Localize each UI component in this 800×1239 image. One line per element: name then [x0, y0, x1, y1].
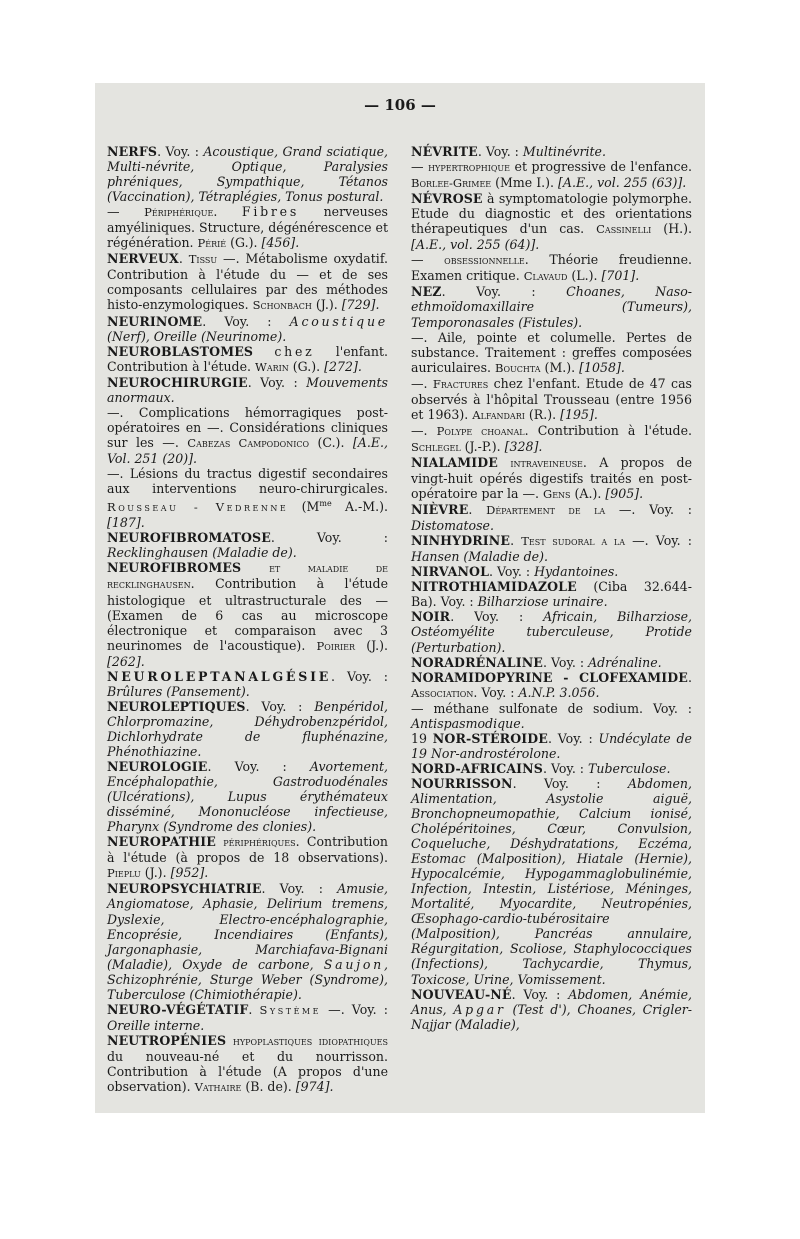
index-entry	[107, 560, 388, 668]
entry-text: Recklinghausen (Maladie de).	[107, 545, 297, 561]
entry-text: Undécylate de 19 Nor-androstérolone.	[411, 730, 692, 761]
entry-text: NIÈVRE	[411, 502, 469, 518]
entry-text: (J.).	[311, 297, 342, 313]
entry-text: Amusie, Angiomatose, Aphasie, Delirium tremens, Dyslexie, Electro-encéphalographie, Encoprésie, Incendiaires (Enfants), Jargonaphasie, Marchiafava-Bignani (Maladie), Oxyde de carbone,	[107, 881, 388, 972]
entry-text: . Voy. :	[331, 668, 388, 684]
entry-text: du nouveau-né et du nourrisson. Contribution à l'étude (A propos d'une observation).	[107, 1048, 388, 1095]
entry-text: NORADRÉNALINE	[411, 654, 543, 670]
entry-text: Oreille interne.	[107, 1017, 205, 1033]
entry-text: Alfandari	[472, 407, 525, 422]
entry-text: Tuberculose.	[588, 760, 671, 776]
entry-text: Distomatose.	[411, 518, 494, 534]
entry-text: (G.).	[288, 358, 325, 374]
index-entry	[411, 191, 692, 252]
index-entry	[411, 252, 692, 284]
entry-text: .	[468, 502, 487, 518]
entry-text: (L.).	[567, 268, 602, 284]
index-entry	[411, 159, 692, 191]
index-entry	[411, 284, 692, 329]
entry-text: . Voy. :	[270, 530, 388, 546]
entry-text	[226, 1033, 233, 1048]
entry-text: Abdomen, Anémie, Anus,	[411, 986, 692, 1017]
entry-text: chez	[274, 343, 315, 359]
entry-text: —. Lésions du tractus digestif secondaires aux interventions neuro-chirurgicales.	[107, 465, 388, 497]
entry-text: me	[319, 499, 332, 509]
entry-text: Apgar	[453, 1001, 506, 1017]
entry-text: Adrénaline.	[588, 654, 662, 670]
entry-text: Hansen (Maladie de).	[411, 549, 548, 565]
index-entry	[411, 579, 692, 609]
entry-text: (Ciba 32.644-Ba). Voy. :	[411, 579, 692, 610]
entry-text: [262].	[107, 653, 145, 669]
index-entry	[411, 330, 692, 376]
index-entry	[411, 670, 692, 701]
entry-text: . Voy. :	[450, 609, 544, 625]
entry-text: Saujon	[323, 956, 384, 972]
entry-text: Mouvements anormaux.	[107, 374, 388, 405]
index-entry	[107, 1002, 388, 1033]
entry-text: —. Voy. :	[625, 533, 692, 549]
entry-text: l'enfant. Contribution à l'étude.	[107, 343, 388, 374]
entry-text: .	[510, 533, 522, 549]
entry-text: . Voy. :	[543, 654, 589, 670]
index-entry	[107, 251, 388, 313]
entry-text: NIALAMIDE	[411, 454, 498, 470]
index-entry	[107, 375, 388, 405]
entry-text: hypoplastiques idiopathiques	[232, 1033, 388, 1048]
entry-text: chez l'enfant. Etude de 47 cas observés à l'hôpital Trousseau (entre 1956 et 1963).	[411, 375, 692, 422]
entry-text: [A.E., vol. 255 (63)].	[558, 175, 687, 191]
entry-text: . Théorie freudienne. Examen critique.	[411, 252, 692, 284]
entry-text: NORD-AFRICAINS	[411, 760, 543, 776]
index-entry	[411, 609, 692, 654]
entry-text: . Voy. :	[441, 284, 567, 300]
entry-text	[498, 455, 510, 470]
entry-text: Test sudoral a la	[521, 534, 626, 549]
index-entry	[411, 761, 692, 776]
entry-text: —. Voy. :	[321, 1001, 388, 1017]
entry-text: NOURRISSON	[411, 775, 513, 791]
entry-text: intraveineuse	[510, 455, 583, 470]
index-entry	[107, 834, 388, 881]
entry-text: . Voy. :	[473, 684, 519, 700]
index-entry	[411, 144, 692, 159]
entry-text: —. Métabolisme oxydatif. Contribution à l'étude du — et de ses composants cellulaires par des méthodes histo-enzymologiques.	[107, 251, 389, 313]
entry-text: —.	[411, 422, 437, 438]
index-entry	[411, 655, 692, 670]
index-entry	[411, 502, 692, 533]
entry-text	[241, 560, 269, 575]
entry-text: (R.).	[524, 406, 561, 422]
entry-text: Bilharziose urinaire.	[477, 594, 608, 610]
entry-text: 19	[411, 730, 433, 746]
entry-text: . Contribution à l'étude (à propos de 18 observations).	[107, 834, 388, 866]
index-entry	[107, 466, 388, 530]
entry-text: [456].	[261, 235, 300, 251]
index-entry	[411, 533, 692, 564]
index-entry	[411, 376, 692, 423]
entry-text: NÉVRITE	[411, 144, 478, 159]
entry-text: (A.).	[570, 486, 606, 502]
left-column	[107, 144, 388, 1095]
entry-text: —	[411, 159, 429, 175]
entry-text: NEUROFIBROMES	[107, 560, 242, 576]
entry-text: —. Aile, pointe et columelle. Pertes de substance. Traitement : greffes composées auriculaires.	[411, 329, 692, 375]
index-entry	[107, 699, 388, 759]
entry-text: [187].	[107, 515, 145, 531]
entry-text: NITROTHIAMIDAZOLE	[411, 579, 577, 595]
entry-text: Département de la	[486, 503, 606, 518]
entry-text: Acoustique	[289, 313, 388, 329]
index-entry	[411, 455, 692, 502]
entry-text: . Voy. :	[202, 313, 290, 329]
entry-text: Vathaire	[194, 1080, 242, 1095]
entry-text: [328].	[504, 438, 543, 454]
entry-text: (B. de).	[241, 1079, 296, 1095]
entry-text: (Test d'), Choanes, Crigler-Najjar (Maladie),	[411, 1001, 692, 1032]
entry-text: Fibres	[241, 204, 300, 220]
entry-text: et progressive de l'enfance.	[510, 159, 692, 175]
entry-text: Multinévrite.	[522, 144, 606, 159]
entry-text: Polype choanal	[436, 423, 525, 438]
entry-text: Périé	[197, 236, 227, 251]
entry-text: NOIR	[411, 609, 451, 625]
entry-text: périphériques	[223, 835, 296, 850]
entry-text: NERVEUX	[107, 251, 179, 267]
index-entry	[411, 564, 692, 579]
entry-text: NEUROPATHIE	[107, 834, 216, 850]
index-entry	[411, 987, 692, 1032]
entry-text: Schonbach	[252, 298, 312, 313]
entry-text: . Voy. :	[245, 698, 315, 714]
entry-text: . Contribution à l'étude.	[524, 422, 692, 438]
entry-text: (M.).	[540, 359, 580, 375]
entry-text: . Voy. :	[489, 564, 535, 580]
index-entry	[107, 344, 388, 375]
entry-text: NEUROLEPTIQUES	[107, 698, 246, 714]
entry-text: Warin	[255, 359, 289, 374]
entry-text: NEUTROPÉNIES	[107, 1032, 227, 1048]
entry-text: Abdomen, Alimentation, Asystolie aiguë, Bronchopneumopathie, Calcium ionisé, Cholépéritoines, Cœur, Convulsion, Coqueluche, Déshydratations, Eczéma, Estomac (Malposition), Hiatale (Hernie), Hypocalcémie, Hypogammaglobulinémie, Infection, Intestin, Listériose, Méninges, Mortalité, Myocardite, Neutropénies, Œsophago-cardio-tubérositaire (Malposition), Pancréas annulaire, Régurgitation, Scoliose, Staphylococciques (Infections), Tachycardie, Thymus, Toxicose, Urine, Vomissement.	[411, 775, 692, 987]
entry-text: [952].	[170, 865, 209, 881]
entry-text: Avortement, Encéphalopathie, Gastroduodénales (Ulcérations), Lupus érythémateux disséminé, Mononucléose infectieuse, Pharynx (Syndrome des clonies).	[107, 759, 388, 835]
index-entry	[107, 1033, 388, 1095]
entry-text: NEURINOME	[107, 313, 203, 329]
entry-text: . Voy. :	[511, 986, 569, 1002]
index-entry	[411, 423, 692, 455]
entry-text: Choanes, Naso-ethmoïdomaxillaire (Tumeurs), Temporonasales (Fistules).	[411, 284, 692, 330]
entry-text: . Voy. :	[542, 760, 589, 776]
entry-text: [A.E., vol. 255 (64)].	[411, 237, 540, 253]
right-column	[411, 144, 692, 1032]
entry-text: NOR-STÉROIDE	[432, 730, 548, 746]
entry-text: Borlee-Grimee	[411, 176, 492, 191]
index-entry	[107, 881, 388, 1001]
index-entry	[107, 530, 388, 560]
entry-text: . Contribution à l'étude histologique et ultrastructurale des — (Examen de 6 cas au microscope électronique et comparaison avec 3 neurinomes de l'acoustique).	[107, 576, 388, 653]
entry-text: (Mme I.).	[491, 175, 559, 191]
entry-text: Schlegel	[411, 439, 461, 454]
entry-text: NEZ	[411, 284, 442, 300]
entry-text: [701].	[601, 268, 640, 284]
entry-text: Poirier	[316, 638, 356, 653]
entry-text: NEUROLOGIE	[107, 759, 208, 775]
index-entry	[107, 669, 388, 699]
entry-text: . Voy. :	[261, 881, 338, 897]
index-entry	[107, 144, 388, 204]
entry-text: . Voy. :	[477, 144, 523, 159]
entry-text: NEUROFIBROMATOSE	[107, 530, 271, 546]
entry-text: —. Complications hémorragiques post-opératoires en —. Considérations cliniques sur les —.	[107, 404, 388, 450]
entry-text: . Voy. :	[157, 144, 204, 159]
entry-text: — méthane sulfonate de sodium. Voy. :	[411, 700, 692, 716]
entry-text: Système	[259, 1002, 322, 1017]
entry-text: . Voy. :	[207, 759, 310, 775]
index-entry	[107, 405, 388, 466]
entry-text: (H.).	[651, 221, 693, 237]
entry-text: Africain, Bilharziose, Ostéomyélite tuberculeuse, Protide (Perturbation).	[411, 609, 692, 655]
entry-text: .	[248, 1001, 260, 1017]
index-entry	[411, 776, 692, 987]
entry-text: et maladie de recklinghausen	[107, 561, 388, 592]
entry-text: Pieplu	[107, 866, 141, 881]
entry-text: Gens	[543, 487, 571, 502]
entry-text: nerveuses amyéliniques. Structure, dégénérescence et régénération.	[107, 204, 388, 251]
entry-text: . A propos de vingt-huit opérés digestifs traités en post-opératoire par la —.	[411, 454, 692, 502]
entry-text: .	[688, 669, 692, 685]
entry-text: Bouchta	[495, 360, 541, 375]
entry-text: Antispasmodique.	[411, 715, 525, 731]
entry-text: NEUROCHIRURGIE	[107, 374, 248, 390]
entry-text: Hydantoines.	[534, 564, 619, 580]
entry-text: —.	[411, 375, 433, 391]
entry-text: Cabezas Campodonico	[187, 435, 310, 450]
entry-text: . Voy. :	[247, 374, 307, 390]
entry-text: NINHYDRINE	[411, 533, 511, 549]
entry-text: NORAMIDOPYRINE - CLOFEXAMIDE	[411, 669, 688, 685]
index-entry	[107, 204, 388, 251]
entry-text: NÉVROSE	[411, 191, 483, 207]
entry-text: —	[411, 252, 445, 268]
entry-text: NEUROPSYCHIATRIE	[107, 881, 262, 897]
entry-text: [195].	[560, 406, 598, 422]
entry-text: Brûlures (Pansement).	[107, 683, 250, 699]
entry-text: NIRVANOL	[411, 564, 490, 580]
entry-text: NOUVEAU-NÉ	[411, 986, 512, 1002]
entry-text: [729].	[341, 297, 380, 313]
entry-text: (J.).	[140, 865, 171, 881]
entry-text: NEUROBLASTOMES	[107, 343, 254, 359]
entry-text: Association	[411, 685, 474, 700]
entry-text: Benpéridol, Chlorpromazine, Déhydrobenzpéridol, Dichlorhydrate de fluphénazine, Phénothiazine.	[107, 698, 388, 759]
index-entry	[411, 731, 692, 761]
page-number: — 106 —	[364, 96, 436, 114]
entry-text: .	[178, 251, 189, 267]
entry-text: (J.).	[355, 637, 389, 653]
entry-text: NEURO-VÉGÉTATIF	[107, 1001, 249, 1017]
index-entry	[411, 701, 692, 731]
entry-text: obsessionnelle	[444, 253, 525, 268]
entry-text: [A.E., Vol. 251 (20)].	[107, 434, 388, 466]
entry-text: [1058].	[579, 359, 625, 375]
entry-text	[253, 344, 274, 359]
entry-text: Fractures	[432, 376, 489, 391]
entry-text: Acoustique, Grand sciatique, Multi-névrite, Optique, Paralysies phréniques, Sympathique, Tétanos (Vaccination), Tétraplégies, Tonus postural.	[107, 144, 389, 205]
entry-text: —. Voy. :	[605, 502, 692, 518]
entry-text: .	[213, 204, 242, 220]
entry-text: . Voy. :	[512, 775, 628, 791]
entry-text: à symptomatologie polymorphe. Etude du diagnostic et des orientations thérapeutiques d'un cas.	[411, 191, 692, 237]
entry-text: [905].	[605, 486, 644, 502]
index-entry	[107, 314, 388, 344]
entry-text: [974].	[295, 1079, 334, 1095]
entry-text: Clavaud	[523, 269, 568, 284]
entry-text: Périphérique	[144, 205, 214, 220]
entry-text: . Voy. :	[547, 730, 599, 746]
entry-text: hypertrophique	[428, 160, 511, 175]
entry-text: (M	[288, 499, 320, 515]
entry-text: [272].	[324, 358, 362, 374]
entry-text: (J.-P.).	[460, 438, 505, 454]
entry-text: —	[107, 204, 145, 220]
entry-text: (Nerf), Oreille (Neurinome).	[107, 328, 287, 344]
entry-text: Cassinelli	[596, 222, 652, 237]
entry-text: , Schizophrénie, Sturge Weber (Syndrome), Tuberculose (Chimiothérapie).	[107, 956, 388, 1002]
entry-text: NERFS	[107, 144, 158, 159]
entry-text: (C.).	[309, 434, 353, 450]
entry-text: A.N.P. 3.056.	[518, 684, 600, 700]
entry-text: Tissu	[188, 252, 218, 267]
entry-text: NEUROLEPTANALGÉSIE	[107, 668, 332, 684]
entry-text: A.-M.).	[331, 499, 388, 515]
entry-text: Rousseau - Vedrenne	[107, 500, 289, 515]
index-entry	[107, 759, 388, 834]
entry-text: (G.).	[226, 235, 262, 251]
